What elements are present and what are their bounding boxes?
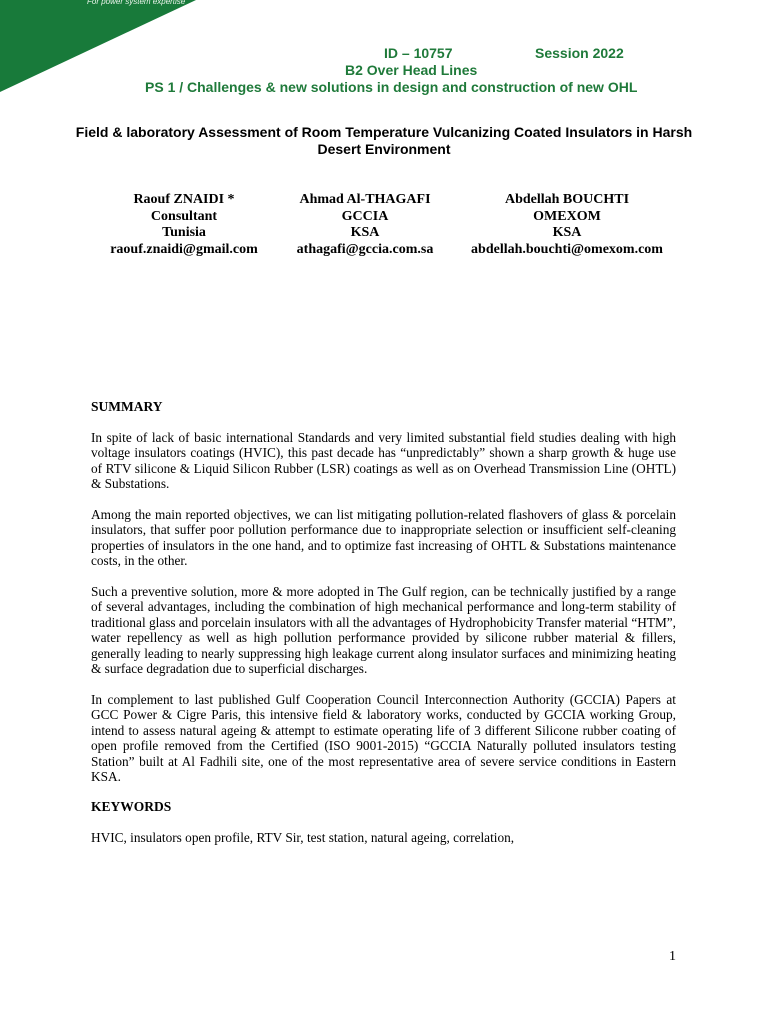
author-email[interactable]: raouf.znaidi@gmail.com bbox=[110, 241, 258, 257]
author-name: Ahmad Al-THAGAFI bbox=[299, 192, 431, 207]
author-block bbox=[452, 192, 682, 258]
author-country: KSA bbox=[350, 225, 380, 241]
author-name: Raouf ZNAIDI * bbox=[133, 192, 235, 207]
summary-paragraph: In spite of lack of basic international Standards and very limited substantial field studies dealing with high voltage insulators coatings (HVIC), this past decade has “unpredictably” shown a sharp growth & huge use of RTV silicone & Liquid Silicon Rubber (LSR) coatings as well as on Overhead Transmission Line (OHTL) & Substations. bbox=[91, 430, 676, 492]
summary-paragraph: In complement to last published Gulf Cooperation Council Interconnection Authority (GCCIA) Papers at GCC Power & Cigre Paris, this intensive field & laboratory works, conducted by GCCIA working Group, intend to assess natural ageing & attempt to estimate operating life of 3 different Silicone rubber coating of open profile removed from the Certified (ISO 9001-2015) “GCCIA Naturally polluted insulators testing Station” built at Al Fadhili site, one of the most representative area of severe service conditions in Eastern KSA. bbox=[91, 692, 676, 785]
author-country: Tunisia bbox=[162, 225, 206, 241]
author-country: KSA bbox=[552, 225, 582, 241]
paper-title: Field & laboratory Assessment of Room Temperature Vulcanizing Coated Insulators in Harsh Desert Environment bbox=[75, 124, 693, 157]
page-number: 1 bbox=[669, 949, 676, 964]
paper-id: ID – 10757 bbox=[384, 45, 453, 61]
keywords-text: HVIC, insulators open profile, RTV Sir, test station, natural ageing, correlation, bbox=[91, 830, 515, 845]
author-block bbox=[94, 192, 274, 258]
author-email[interactable]: athagafi@gccia.com.sa bbox=[296, 241, 434, 257]
author-block bbox=[280, 192, 450, 258]
summary-paragraph: Such a preventive solution, more & more adopted in The Gulf region, can be technically justified by a range of several advantages, including the combination of high mechanical performance and long-term stability of traditional glass and porcelain insulators with all the advantages of Hydrophobicity Transfer material “HTM”, water repellency as well as high pollution performance provided by silicone rubber material & fillers, generally leading to nearly suppressing high leakage current along insulator surfaces and minimizing heating & surface degradation due to superficial discharges. bbox=[91, 584, 676, 677]
summary-heading: SUMMARY bbox=[91, 399, 163, 414]
author-affiliation: OMEXOM bbox=[533, 208, 601, 224]
author-email[interactable]: abdellah.bouchti@omexom.com bbox=[471, 241, 663, 257]
keywords-heading: KEYWORDS bbox=[91, 799, 172, 814]
author-name: Abdellah BOUCHTI bbox=[504, 192, 630, 207]
summary-paragraph: Among the main reported objectives, we can list mitigating pollution-related flashovers of glass & porcelain insulators, that suffer poor pollution performance due to inappropriate selection or insufficient self-cleaning properties of insulators in the one hand, and to optimize fast increasing of OHTL & Substations maintenance costs, in the other. bbox=[91, 507, 676, 569]
author-affiliation: Consultant bbox=[150, 208, 218, 224]
author-affiliation: GCCIA bbox=[341, 208, 389, 224]
session-label: Session 2022 bbox=[535, 45, 624, 61]
study-committee: B2 Over Head Lines bbox=[345, 62, 478, 78]
preferential-subject: PS 1 / Challenges & new solutions in design and construction of new OHL bbox=[145, 79, 638, 95]
logo-tagline: For power system expertise bbox=[87, 0, 186, 6]
